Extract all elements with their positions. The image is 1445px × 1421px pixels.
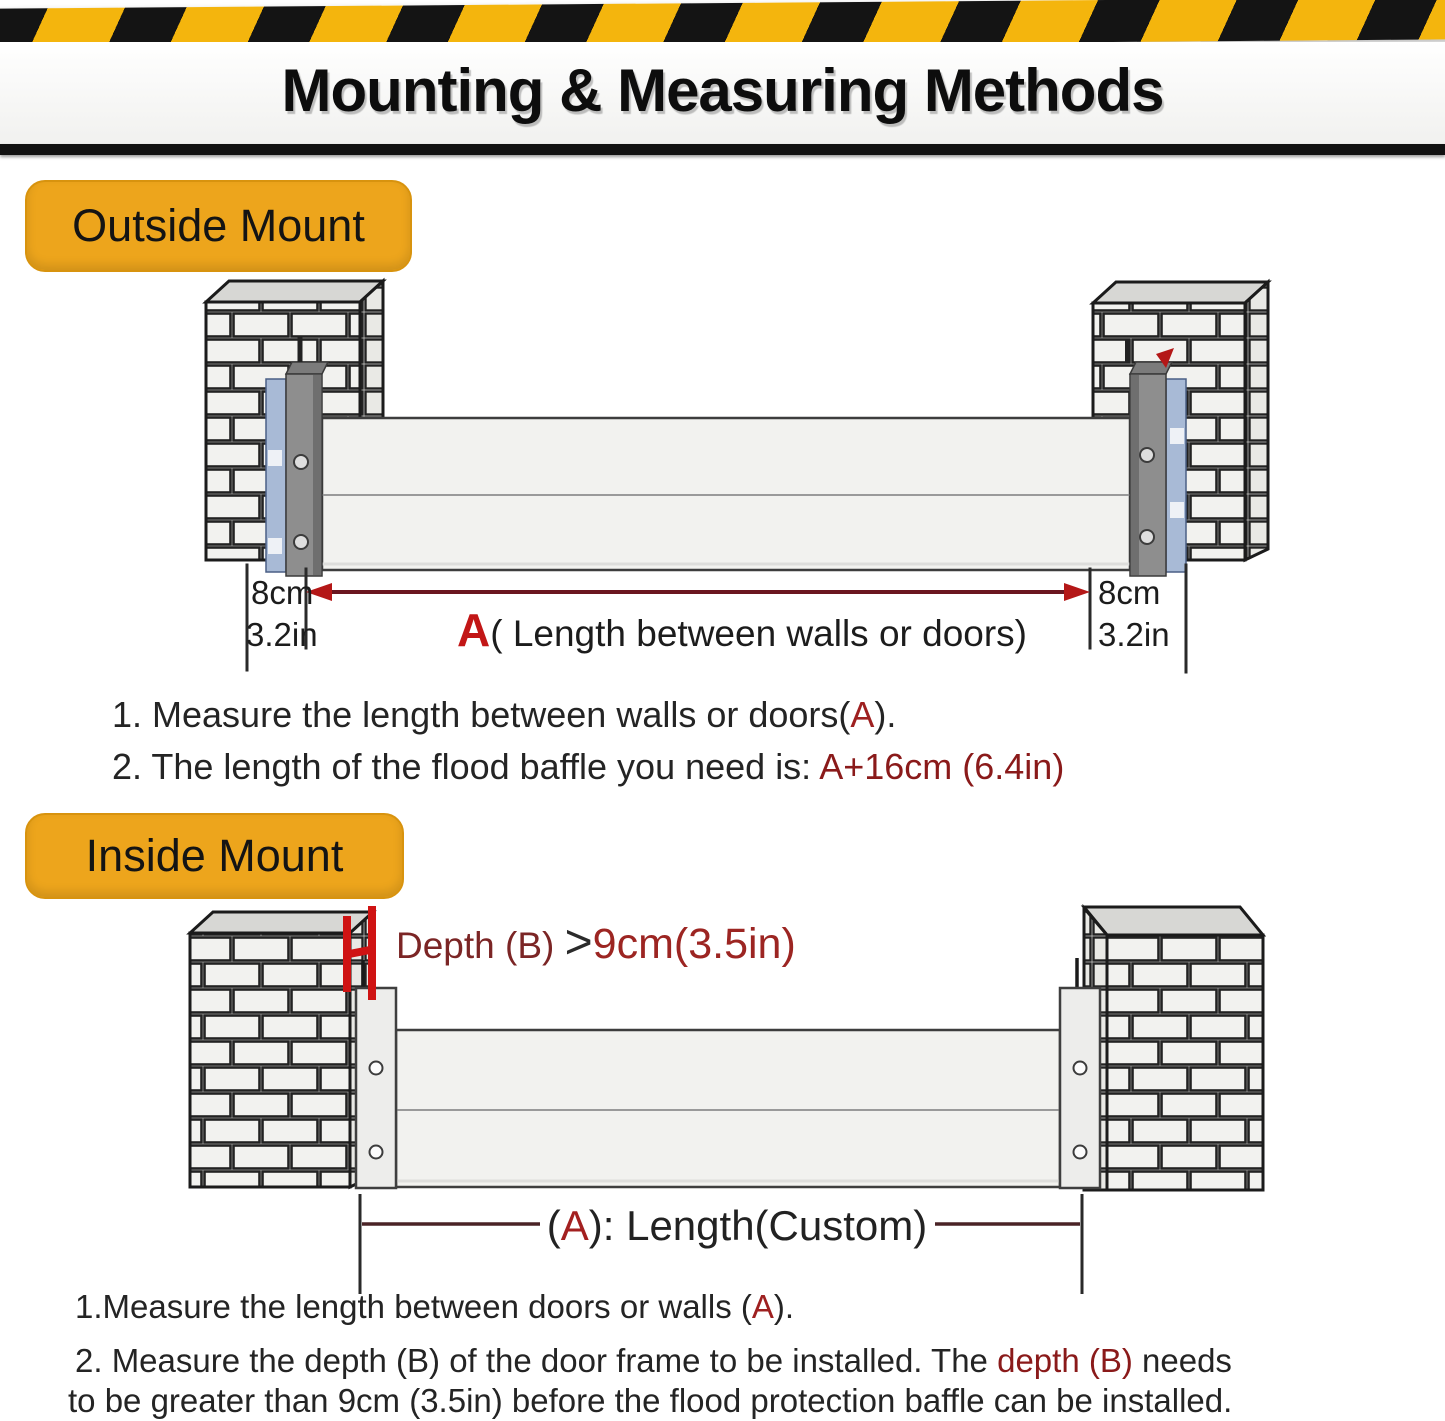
instruction-text: 1. Measure the length between walls or doors( — [112, 694, 851, 735]
instruction-text: 2. Measure the depth (B) of the door frame to be installed. The — [75, 1342, 998, 1379]
left-margin-cm: 8cm — [251, 574, 314, 611]
flood-barrier-panel — [322, 418, 1130, 570]
inside-instruction-1 — [75, 1288, 794, 1326]
outside-instruction-2 — [112, 746, 1064, 788]
inside-mount-badge-label: Inside Mount — [85, 830, 344, 881]
outside-mount-badge-label: Outside Mount — [72, 200, 365, 251]
custom-length-label — [547, 1202, 927, 1249]
seal-notch — [1170, 428, 1184, 444]
outside-mount-diagram — [206, 281, 1268, 672]
depth-b-text: depth (B) — [997, 1342, 1133, 1379]
pillar-cap — [1093, 282, 1268, 303]
depth-label — [396, 916, 796, 969]
seal-notch — [1170, 502, 1184, 518]
channel-top-cap — [286, 362, 328, 374]
pillar-cap — [206, 281, 383, 302]
depth-value: 9cm(3.5in) — [592, 920, 796, 968]
screw — [370, 1146, 383, 1159]
instruction-text: 2. The length of the flood baffle you need is: — [112, 746, 820, 787]
instruction-text: ). — [874, 694, 897, 735]
length-label-a: A — [560, 1202, 589, 1249]
screw — [1074, 1062, 1087, 1075]
screw — [294, 535, 308, 549]
right-margin-cm: 8cm — [1098, 574, 1161, 611]
screw — [1140, 530, 1154, 544]
flood-barrier-panel — [396, 1030, 1060, 1187]
instruction-text: ). — [773, 1288, 795, 1325]
seal-strip — [1166, 379, 1186, 572]
inside-instruction-2 — [75, 1342, 1232, 1380]
outside-instruction-1 — [112, 694, 896, 736]
length-label-a: A — [456, 604, 491, 656]
inside-mount-diagram — [190, 906, 1263, 1294]
instruction-text: needs — [1132, 1342, 1232, 1379]
variable-a: A — [850, 694, 875, 735]
seal-notch — [268, 450, 282, 466]
right-mounting-bracket — [1060, 958, 1100, 1188]
pillar-side-face — [1245, 282, 1268, 560]
page-title: Mounting & Measuring Methods — [281, 57, 1164, 124]
formula-text: A+16cm (6.4in) — [819, 746, 1065, 787]
length-between-walls-label — [457, 604, 1027, 656]
screw — [1140, 448, 1154, 462]
inside-instruction-3 — [68, 1382, 1232, 1420]
pillar-front-face — [190, 933, 350, 1187]
screw — [1074, 1146, 1087, 1159]
screw — [370, 1062, 383, 1075]
seal-notch — [268, 538, 282, 554]
instruction-text: 1.Measure the length between doors or walls ( — [75, 1288, 752, 1325]
pillar-front-face — [1107, 935, 1263, 1190]
inside-right-pillar — [1084, 907, 1263, 1190]
length-label-rest: ): Length(Custom) — [588, 1202, 928, 1249]
variable-a: A — [751, 1288, 774, 1325]
depth-label-text: Depth (B) — [396, 925, 565, 966]
length-label-open: ( — [546, 1202, 561, 1249]
left-margin-in: 3.2in — [246, 616, 318, 653]
arrowhead-right — [1064, 583, 1090, 601]
right-margin-in: 3.2in — [1098, 616, 1170, 653]
screw — [294, 455, 308, 469]
length-label-rest: ( Length between walls or doors) — [490, 613, 1028, 654]
pillar-cap — [1084, 907, 1263, 935]
channel-edge — [313, 375, 321, 575]
channel-edge — [1131, 375, 1139, 575]
instruction-text: to be greater than 9cm (3.5in) before the flood protection baffle can be installed. — [68, 1382, 1233, 1419]
greater-than-sign: > — [564, 916, 593, 969]
